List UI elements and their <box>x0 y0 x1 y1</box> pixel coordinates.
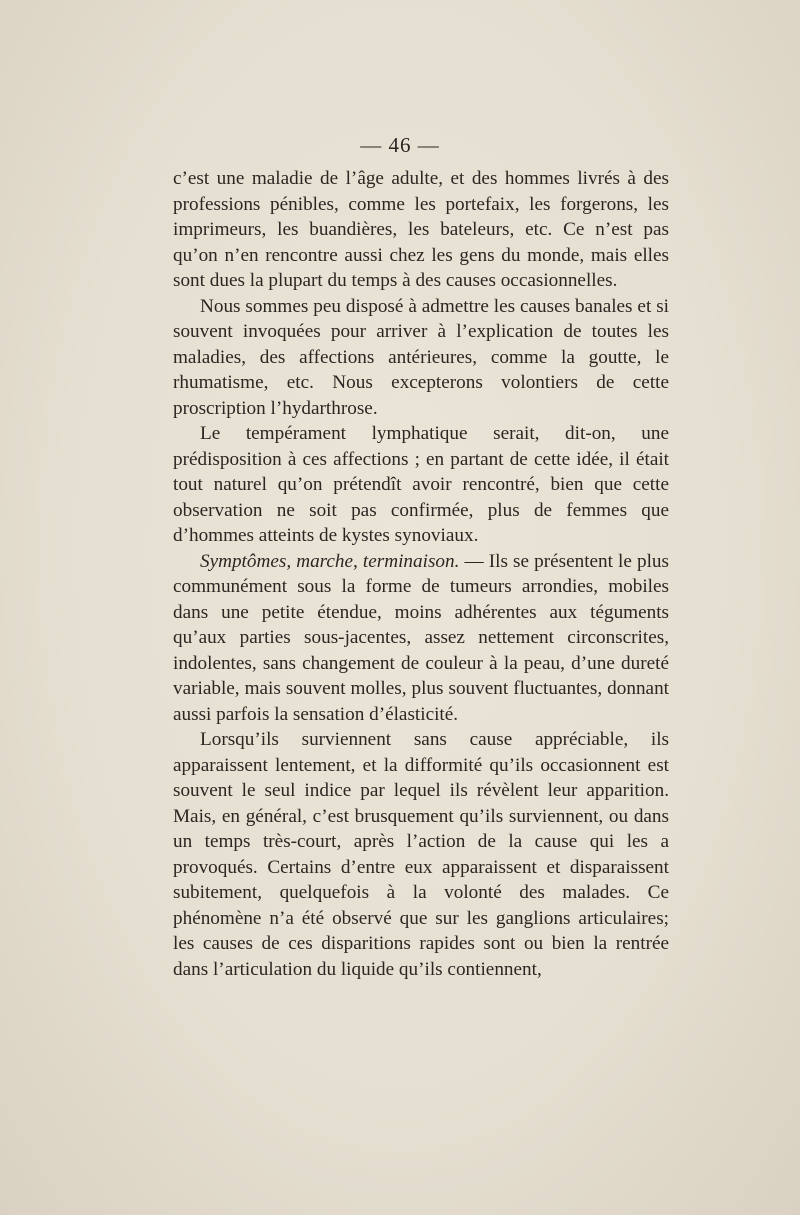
paragraph-2: Nous sommes peu disposé à admettre les causes banales et si souvent invoquées pour arriver à l’explication de toutes les maladies, des affections antérieures, comme la goutte, le rhumatisme, etc. Nous excepterons volontiers de cette proscription l’hydarthrose. <box>173 295 669 419</box>
paragraph-4-text: — Ils se présentent le plus communément sous la forme de tumeurs arrondies, mobiles dans une petite étendue, moins adhérentes aux téguments qu’aux parties sous-jacentes, assez nettement circonscrites, indolentes, sans changement de couleur à la peau, d’une dureté variable, mais souvent molles, plus souvent fluctuantes, donnant aussi parfois la sensation d’élasticité. <box>173 550 669 725</box>
paragraph-3: Le tempérament lymphatique serait, dit-on, une prédisposition à ces affections ; en partant de cette idée, il était tout naturel qu’on prétendît avoir rencontré, bien que cette observation ne soit pas confirmée, plus de femmes que d’hommes atteints de kystes synoviaux. <box>173 423 669 546</box>
paragraph-5: Lorsqu’ils surviennent sans cause appréciable, ils apparaissent lentement, et la difformité qu’ils occasionnent est souvent le seul indice par lequel ils révèlent leur apparition. Mais, en général, c’est brusquement qu’ils surviennent, ou dans un temps très-court, après l’action de la cause qui les a provoqués. Certains d’entre eux apparaissent et disparaissent subitement, quelquefois à la volonté des malades. Ce phénomène n’a été observé que sur les ganglions articulaires; les causes de ces disparitions rapides sont ou bien la rentrée dans l’articulation du liquide qu’ils contiennent, <box>173 729 669 980</box>
body-text <box>173 166 669 982</box>
section-heading: Symptômes, marche, terminaison. <box>200 550 460 572</box>
page-number: — 46 — <box>360 133 440 157</box>
paragraph-4 <box>173 549 669 728</box>
paragraph-1: c’est une maladie de l’âge adulte, et des hommes livrés à des professions pénibles, comme les portefaix, les forgerons, les imprimeurs, les buandières, les bateleurs, etc. Ce n’est pas qu’on n’en rencontre aussi chez les gens du monde, mais elles sont dues la plupart du temps à des causes occasionnelles. <box>173 168 669 291</box>
